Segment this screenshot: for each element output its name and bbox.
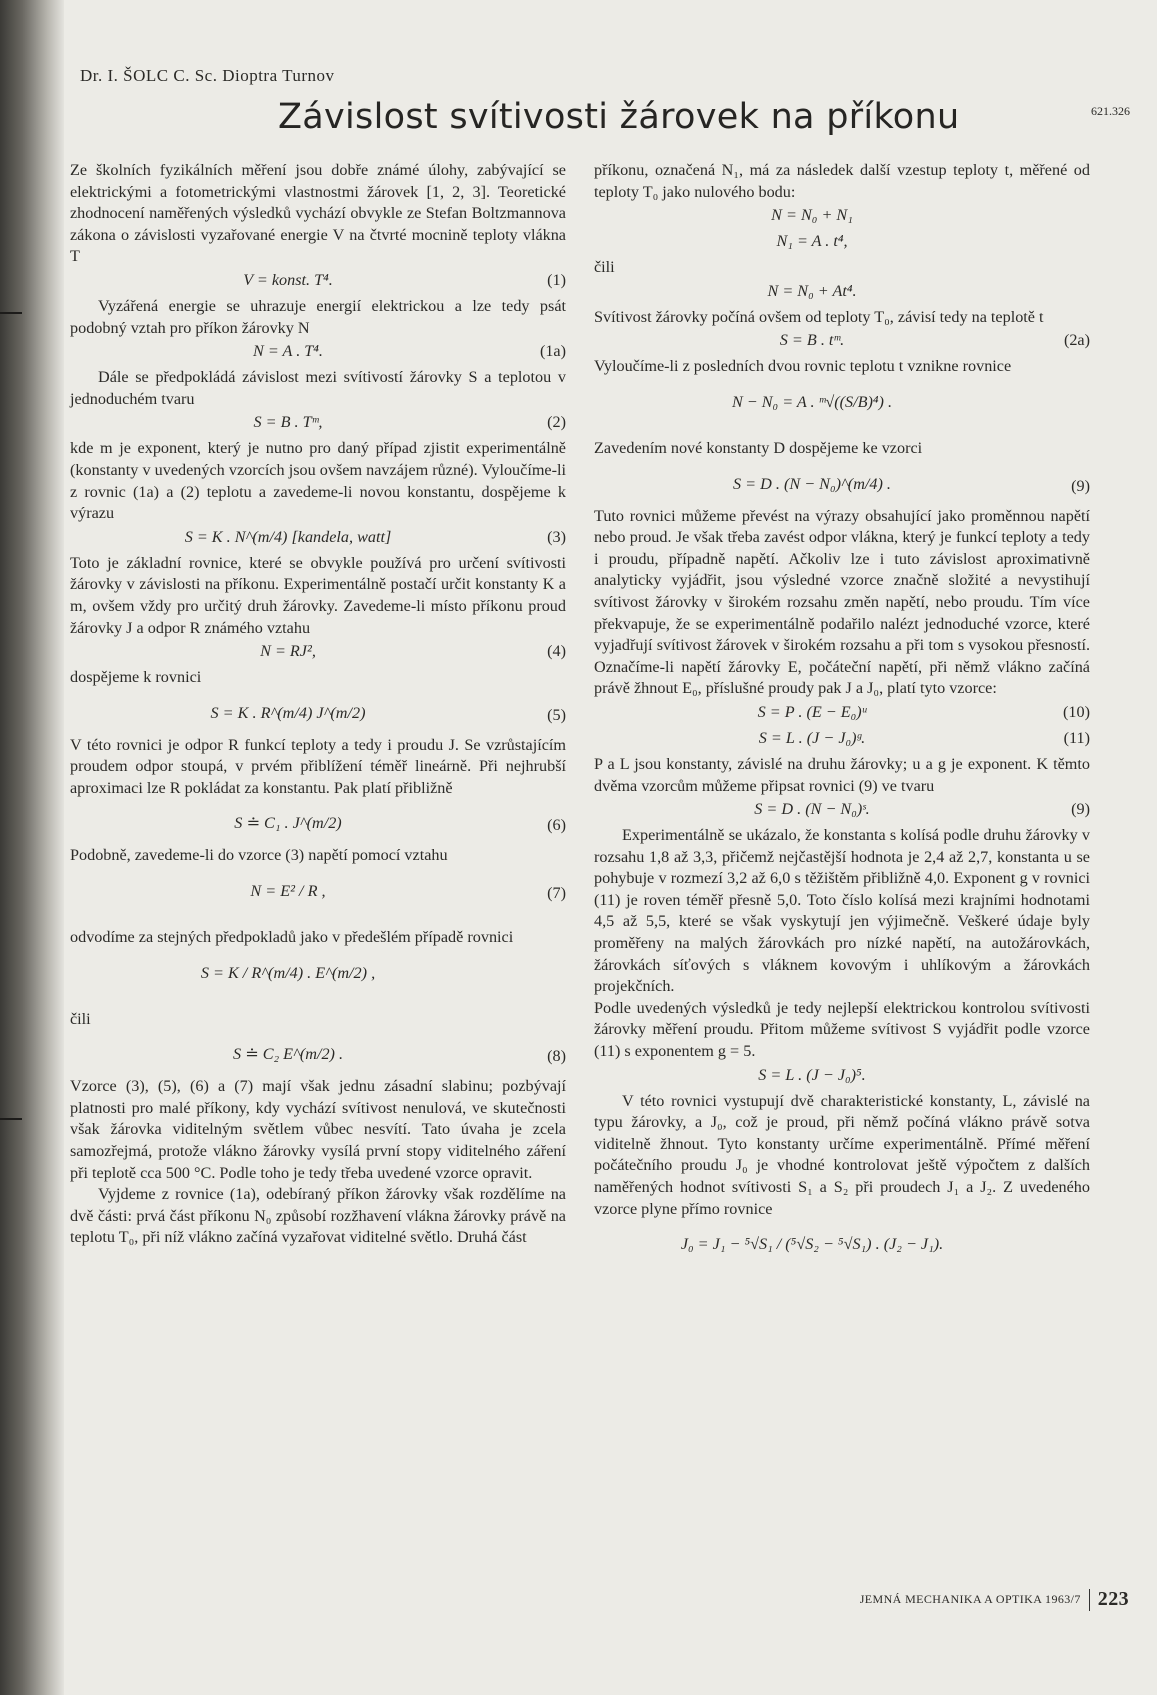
article-title: Závislost svítivosti žárovek na příkonu (278, 97, 960, 137)
equation (70, 527, 566, 551)
paragraph: kde m je exponent, který je nutno pro daný případ zjistit experimentálně (konstanty v uvedených vzorcích jsou ovšem navzájem různé). Vyloučíme-li z rovnic (1a) a (2) teplotu a zavedeme-li novou konstantu, dospějeme k výrazu (70, 439, 566, 523)
paragraph: Toto je základní rovnice, které se obvykle používá pro určení svítivosti žárovky v závislosti na příkonu. Experimentálně postačí určit konstanty K a m, ovšem vždy pro určitý druh žárovky. Zavedeme-li místo příkonu proud žárovky J a odpor R známého vztahu (70, 553, 566, 637)
equation (594, 728, 1090, 752)
equation (594, 462, 1090, 504)
binding-shadow (0, 0, 64, 1695)
binding-mark (0, 312, 22, 314)
paragraph: P a L jsou konstanty, závislé na druhu žárovky; u a g je exponent. K těmto dvěma vzorcům můžeme připsat rovnici (9) ve tvaru (594, 754, 1090, 795)
paragraph: příkonu, označená N₁, má za následek další vzestup teploty t, měřené od teploty T₀ jako nulového bodu: (594, 161, 1090, 201)
equation-number: (9) (1071, 476, 1090, 495)
binding-mark (0, 1118, 22, 1120)
equation (594, 281, 1090, 305)
journal-page (64, 0, 1157, 1695)
footer-divider (1089, 1589, 1090, 1611)
page-footer (860, 1588, 1129, 1611)
equation-expression: S = K . R^(m/4) J^(m/2) (210, 703, 366, 722)
page-number: 223 (1097, 1588, 1129, 1610)
right-column (594, 160, 1090, 1280)
equation (594, 380, 1090, 436)
paragraph: Vyloučíme-li z posledních dvou rovnic teplotu t vznikne rovnice (594, 357, 1012, 376)
paragraph: čili (594, 258, 615, 277)
equation-number: (8) (547, 1047, 566, 1066)
equation-number: (1) (547, 270, 566, 289)
paragraph: Podle uvedených výsledků je tedy nejlepší elektrickou kontrolou svítivosti žárovky měření proudu. Přitom můžeme svítivost S vyjádřit podle vzorce (11) s exponentem g = 5. (594, 998, 1090, 1061)
equation (70, 412, 566, 436)
equation-number: (1a) (539, 342, 566, 361)
equation (70, 869, 566, 925)
paragraph: Zavedením nové konstanty D dospějeme ke vzorci (594, 438, 923, 457)
equation-expression: N = RJ², (260, 642, 316, 661)
equation-expression: S = D . (N − N₀)^(m/4) . (733, 474, 891, 493)
equation-expression: S = B . tᵐ. (779, 331, 845, 350)
paragraph: Dále se předpokládá závislost mezi svítivostí žárovky S a teplotou v jednoduchém tvaru (70, 368, 566, 408)
equation-expression: S = P . (E − E₀)ᵘ (757, 702, 867, 721)
equation (594, 702, 1090, 726)
paragraph: čili (70, 1009, 91, 1028)
paragraph: Svítivost žárovky počíná ovšem od teploty T₀, závisí tedy na teplotě t (594, 307, 1044, 326)
paragraph: Podobně, zavedeme-li do vzorce (3) napětí pomocí vztahu (70, 846, 448, 865)
equation-number: (4) (547, 642, 566, 661)
paragraph: dospějeme k rovnici (70, 668, 202, 687)
equation-number: (7) (547, 884, 566, 903)
paragraph: Vzorce (3), (5), (6) a (7) mají však jednu zásadní slabinu; pozbývají platnosti pro malé příkony, kdy vychází svítivost nenulová, ve skutečnosti však žárovka viditelným světlem vůbec nesvítí. Tato úvaha je zcela samozřejmá, protože vlákno žárovky vysílá první stopy viditelného záření při teplotě cca 500 °C. Podle toho je tedy třeba uvedené vzorce opravit. (70, 1077, 566, 1182)
equation (594, 1065, 1090, 1089)
paragraph: odvodíme za stejných předpokladů jako v předešlém případě rovnici (70, 928, 514, 947)
equation (70, 801, 566, 843)
equation (70, 1032, 566, 1074)
equation-expression: S ≐ C₂ E^(m/2) . (232, 1045, 344, 1064)
equation-expression: S = L . (J − J₀)⁵. (758, 1065, 866, 1084)
equation (70, 641, 566, 665)
equation-expression: S = B . Tᵐ, (253, 413, 323, 432)
equation-expression: S = K / R^(m/4) . E^(m/2) , (200, 963, 376, 982)
equation (594, 231, 1090, 255)
paragraph: V této rovnici je odpor R funkcí teploty a tedy i proudu J. Se vzrůstajícím proudem odpor stoupá, v prvém přiblížení téměř lineárně. Při nejhrubší aproximaci lze R pokládat za konstantu. Pak platí přibližně (70, 735, 566, 797)
equation (70, 691, 566, 733)
equation-expression: S = K . N^(m/4) [kandela, watt] (184, 527, 392, 546)
equation-number: (2) (547, 413, 566, 432)
equation-expression: N = A . T⁴. (253, 342, 323, 361)
equation-expression: N = N₀ + At⁴. (767, 281, 857, 300)
paragraph: Ze školních fyzikálních měření jsou dobře známé úlohy, zabývající se elektrickými a fotometrickými vlastnostmi žárovek [1, 2, 3]. Teoretické zhodnocení naměřených výsledků vychází obvykle ze Stefan Boltzmannova zákona o závislosti vyzařované energie V na čtvrté mocnině teploty vlákna T (70, 161, 566, 266)
equation-expression: N = N₀ + N₁ (771, 206, 853, 225)
paragraph: Tuto rovnici můžeme převést na výrazy obsahující jako proměnnou napětí nebo proud. Je však třeba zavést odpor vlákna, který je funkcí teploty a tedy i proudu, případně napětí. Ačkoliv lze i tuto závislost aproximativně analyticky vyjádřit, jsou výsledné vzorce značně složité a nevystihují svítivost žárovky v širokém rozsahu změn napětí, nebo proudu. Tím více překvapuje, že se experimentálně podařilo nalézt jednoduché vzorce, které vyjadřují svítivost žárovek v širokém rozsahu a při tom s vysokou přesností. Označíme-li napětí žárovky E, počáteční napětí, při němž vlákno začíná právě žhnout E₀, příslušné proudy pak J a J₀, platí tyto vzorce: (594, 506, 1090, 698)
equation (594, 799, 1090, 823)
equation (70, 270, 566, 294)
equation-number: (6) (547, 816, 566, 835)
paragraph: Vyjdeme z rovnice (1a), odebíraný příkon žárovky však rozdělíme na dvě části: prvá část příkonu N₀ způsobí rozžhavení vlákna žárovky právě na teplotu T₀, při níž vlákno začíná vyzařovat viditelné světlo. Druhá část (70, 1185, 566, 1247)
equation-number: (5) (547, 705, 566, 724)
equation-expression: N = E² / R , (250, 882, 326, 901)
equation-expression: S ≐ C₁ . J^(m/2) (234, 814, 342, 833)
equation-expression: S = L . (J − J₀)ᵍ. (758, 728, 866, 747)
paragraph: Experimentálně se ukázalo, že konstanta s kolísá podle druhu žárovky v rozsahu 1,8 až 3,3, přičemž nejčastější hodnota je 2,4 až 2,7, konstanta u se pohybuje v rozmezí 3,2 až 6,0 s těžištěm přibližně 4,0. Exponent g v rovnici (11) je roven téměř přesně 5,0. Toto číslo kolísá mezi krajními hodnotami 4,5 až 5,5, které se však vyskytují jen výjimečně. Veškeré údaje byly proměřeny na malých žárovkách pro nízké napětí, na autožárovkách, žárovkách síťových s vláknem kovovým i uhlíkovým a žárovkách projekčních. (594, 826, 1090, 996)
equation-expression: N₁ = A . t⁴, (776, 232, 848, 251)
left-column (70, 160, 566, 1249)
paragraph: V této rovnici vystupují dvě charakteristické konstanty, L, závislé na typu žárovky, a J₀, což je proud, při němž počíná vlákno právě sotva viditelně žhnout. Tyto konstanty určíme experimentálně. Přímé měření počátečního proudu J₀ je vhodné kontrolovat ještě výpočtem z dalších naměřených hodnot svítivosti S₁ a S₂ při proudech J₁ a J₂. Z uvedeného vzorce plyne přímo rovnice (594, 1091, 1090, 1218)
equation-expression: J₀ = J₁ − ⁵√S₁ / (⁵√S₂ − ⁵√S₁) . (J₂ − J₁). (680, 1235, 944, 1254)
equation-number: (10) (1063, 702, 1090, 721)
equation-expression: S = D . (N − N₀)ˢ. (754, 800, 870, 819)
equation (70, 341, 566, 365)
equation-number: (3) (547, 527, 566, 546)
paragraph: Vyzářená energie se uhrazuje energií elektrickou a lze tedy psát podobný vztah pro příkon žárovky N (70, 296, 566, 337)
equation-number: (2a) (1063, 331, 1090, 350)
equation (594, 205, 1090, 229)
udc-code: 621.326 (1091, 104, 1130, 118)
equation (70, 951, 566, 1007)
equation (594, 1222, 1090, 1278)
equation-expression: V = konst. T⁴. (243, 270, 333, 289)
equation-number: (11) (1063, 728, 1090, 747)
journal-name: JEMNÁ MECHANIKA A OPTIKA 1963/7 (859, 1592, 1081, 1606)
equation (594, 330, 1090, 354)
author-line: Dr. I. ŠOLC C. Sc. Dioptra Turnov (80, 66, 335, 85)
equation-number: (9) (1071, 800, 1090, 819)
equation-expression: N − N₀ = A . ᵐ√((S/B)⁴) . (731, 392, 893, 411)
